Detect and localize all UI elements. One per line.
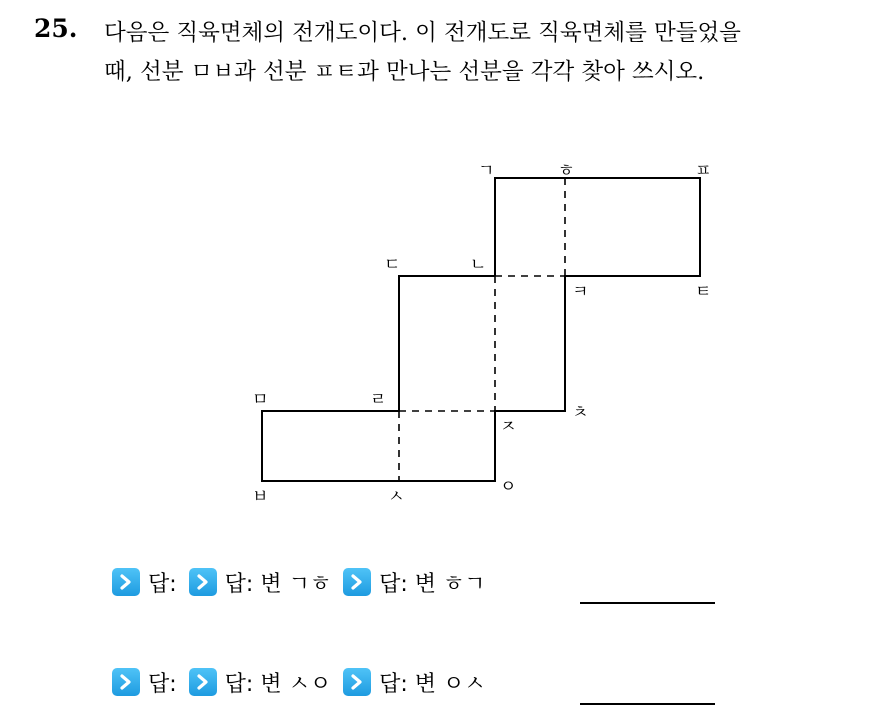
label-t: ㅌ: [695, 282, 712, 302]
label-g: ㄱ: [478, 161, 495, 181]
answer-label: 답:: [148, 671, 177, 697]
label-o: ㅇ: [500, 477, 517, 497]
label-d: ㄷ: [384, 255, 401, 275]
label-m: ㅁ: [252, 390, 269, 410]
question-text-line2: 때, 선분 ㅁㅂ과 선분 ㅍㅌ과 만나는 선분을 각각 찾아 쓰시오.: [104, 59, 705, 85]
answer-text: 답: 변 ㄱㅎ: [224, 571, 332, 597]
label-r: ㄹ: [370, 390, 387, 410]
answer-row-1: [112, 564, 498, 600]
answer-blank-2[interactable]: [580, 703, 715, 705]
question-number: 25.: [34, 14, 78, 43]
answer-label: 답:: [148, 571, 177, 597]
label-n: ㄴ: [470, 255, 487, 275]
answer-row-2: [112, 664, 498, 700]
label-h: ㅎ: [558, 161, 575, 181]
chevron-right-icon: [189, 668, 217, 696]
label-ch: ㅊ: [572, 403, 589, 423]
chevron-right-icon: [343, 668, 371, 696]
chevron-right-icon: [112, 668, 140, 696]
chevron-right-icon: [112, 568, 140, 596]
net-outline: [262, 178, 700, 481]
label-j: ㅈ: [500, 417, 517, 437]
answer-text: 답: 변 ㅇㅅ: [379, 671, 486, 697]
answer-text: 답: 변 ㅎㄱ: [379, 571, 486, 597]
label-b: ㅂ: [252, 487, 269, 507]
chevron-right-icon: [343, 568, 371, 596]
answer-text: 답: 변 ㅅㅇ: [224, 671, 332, 697]
question-text-line1: 다음은 직육면체의 전개도이다. 이 전개도로 직육면체를 만들었을: [104, 20, 741, 46]
label-k: ㅋ: [572, 282, 589, 302]
answer-blank-1[interactable]: [580, 602, 715, 604]
chevron-right-icon: [189, 568, 217, 596]
label-s: ㅅ: [388, 487, 405, 507]
label-p: ㅍ: [695, 161, 712, 181]
